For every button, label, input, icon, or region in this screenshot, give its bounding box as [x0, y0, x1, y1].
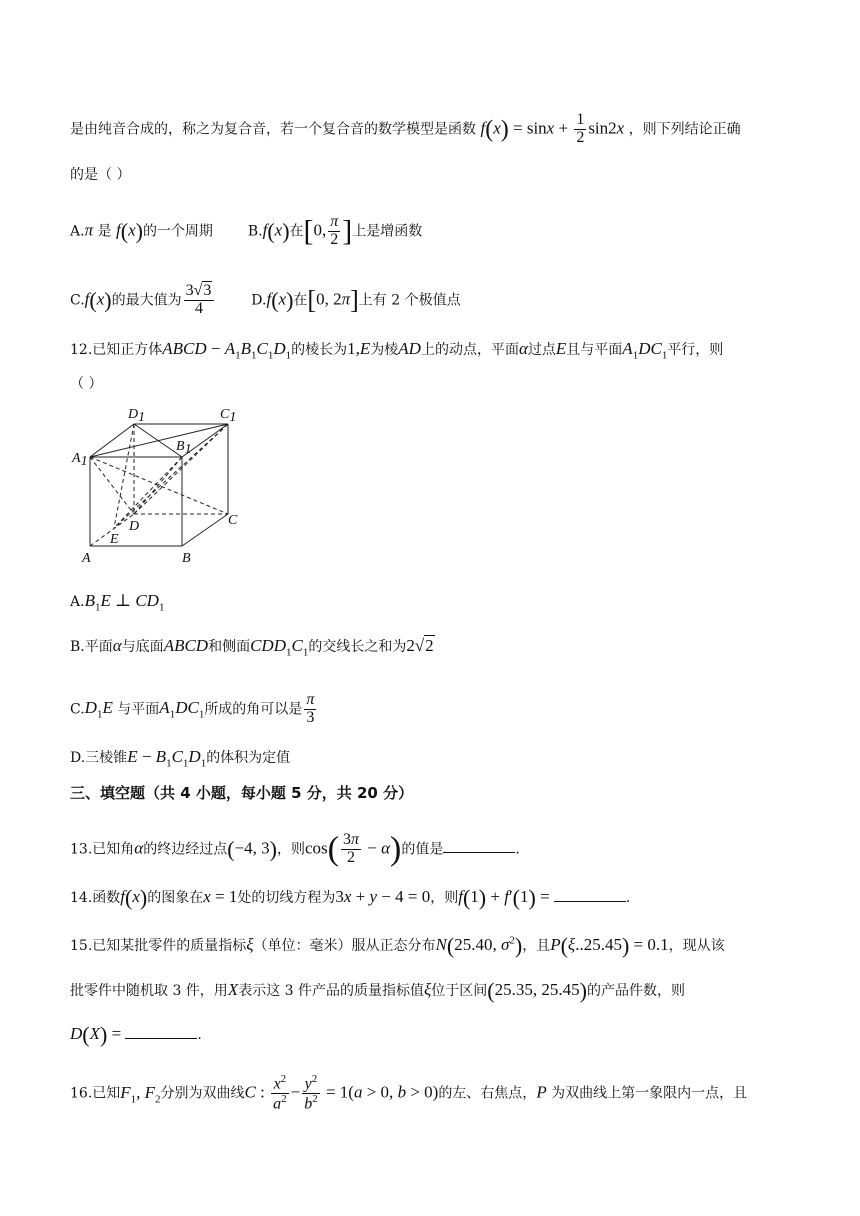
q16: 16.已知$F_1$, $F_2$分别为双曲线C : $\frac{x^2}{a^2}$ − $\frac{y^2}{b^2}$ = 1(a > 0, b > 0)的左、右焦点，P 为双曲线上第一象限内一点，且 — [70, 1073, 748, 1113]
intro-line-1: 是由纯音合成的，称之为复合音，若一个复合音的数学模型是函数 f(x) = sinx + $\frac{1}{2}$ sin2x ，则下列结论正确 — [70, 111, 741, 146]
label-a: A — [82, 551, 91, 566]
q12-line-1: 12.已知正方体ABCD − $A_1B_1C_1D_1$的棱长为1,E为棱AD上的动点，平面α过点E且与平面$A_1DC_1$平行，则 — [70, 339, 724, 362]
label-a1: A1 — [72, 451, 88, 469]
label-c1: C1 — [220, 407, 237, 425]
q12-option-b: B.平面α与底面ABCD和侧面$CDD_1C_1$的交线长之和为2√2 — [70, 636, 434, 659]
q12-line-2: （ ） — [70, 376, 103, 392]
q14: 14.函数f(x)的图象在x = 1处的切线方程为3x + y − 4 = 0，则f(1) + f′(1) = . — [70, 885, 631, 910]
intro-prefix: 是由纯音合成的，称之为复合音，若一个复合音的数学模型是函数 — [70, 121, 476, 138]
q12-option-d: D.三棱锥$E - B_1C_1D_1$的体积为定值 — [70, 747, 291, 770]
intro-suffix: ，则下列结论正确 — [628, 121, 741, 138]
q11-option-a-b: A.π 是 f(x)的一个周期 B.f(x)在[0, $\frac{\pi}{2}$ ]上是增函数 — [70, 213, 423, 248]
label-d1: D1 — [128, 407, 146, 425]
q15-line-2: 批零件中随机取 3 件，用X表示这 3 件产品的质量指标值ξ位于区间(25.35, 25.45)的产品件数，则 — [70, 978, 685, 1003]
q13: 13.已知角α的终边经过点(−4, 3)，则cos( $\frac{3\pi}{2}$ − α)的值是 . — [70, 830, 520, 868]
intro-line-2: 的是（ ） — [70, 167, 131, 183]
label-d: D — [129, 519, 140, 534]
label-b: B — [182, 551, 191, 566]
q15-line-3: D(X) = . — [70, 1022, 202, 1047]
q12-option-a: $A.B_1E$ ⊥ $CD_1$ — [70, 591, 165, 614]
label-e: E — [110, 532, 119, 547]
section-3-heading: 三、填空题（共 4 小题，每小题 5 分，共 20 分） — [70, 784, 414, 802]
label-b1: B1 — [176, 439, 192, 457]
q11-option-c-d: C.f(x)的最大值为 $\frac{3√3}{4}$ D.f(x)在[0, 2π]上有 2 个极值点 — [70, 282, 461, 317]
q15-line-1: 15.已知某批零件的质量指标ξ（单位：毫米）服从正态分布N(25.40, $\sigma^2$)，且P(ξ..25.45) = 0.1，现从该 — [70, 933, 725, 958]
cube-figure — [62, 400, 252, 572]
label-c: C — [228, 513, 238, 528]
q12-option-c: $C.D_1E$ 与平面$A_1DC_1$所成的角可以是 $\frac{\pi}{3}$ — [70, 691, 315, 726]
